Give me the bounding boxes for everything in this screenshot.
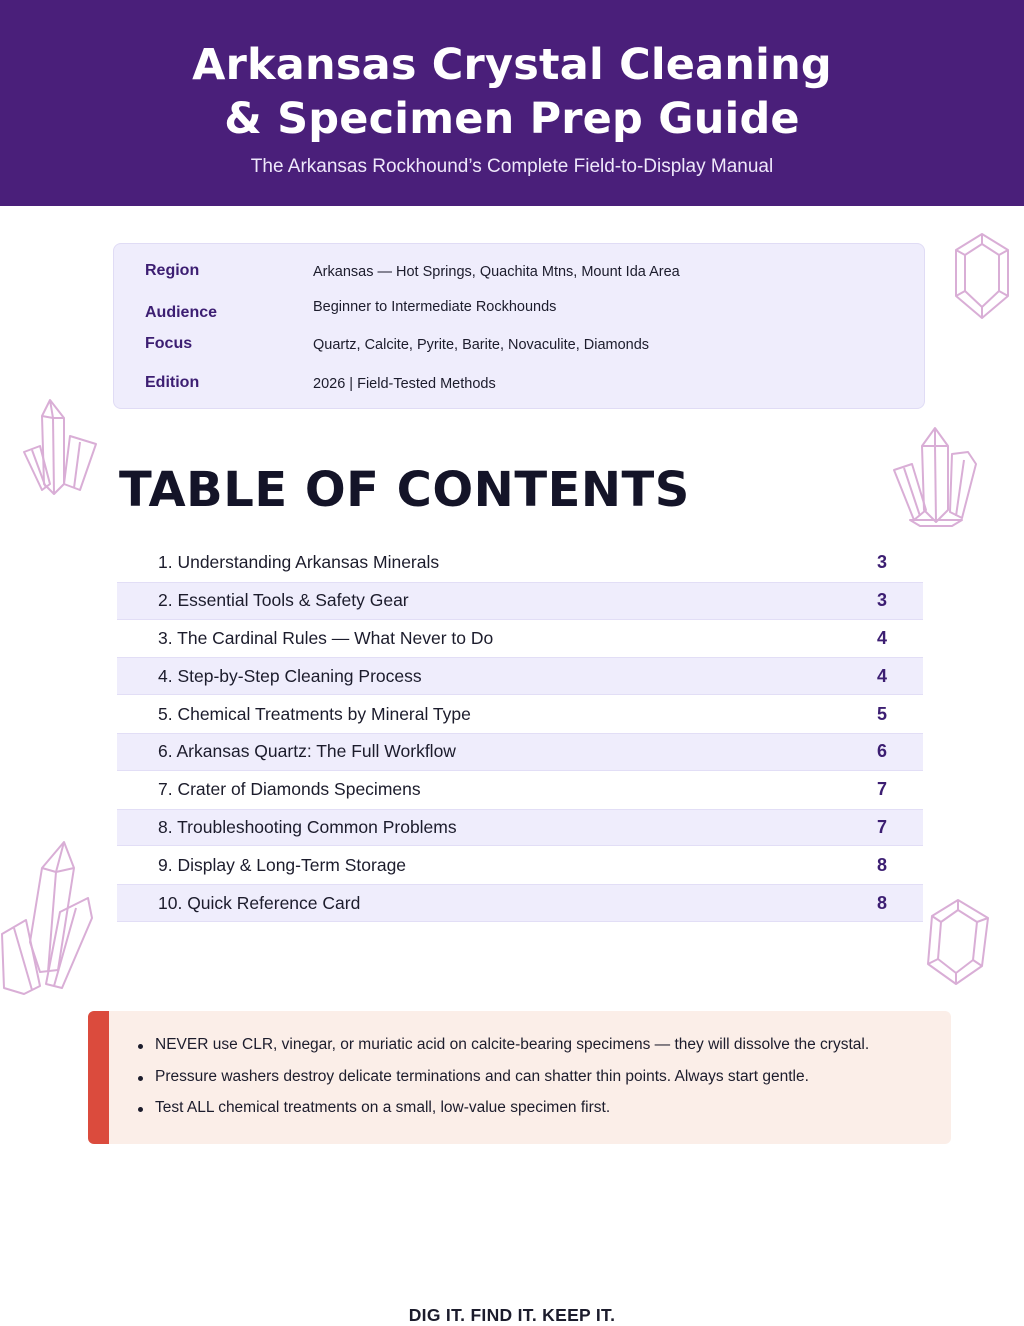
- toc-item-page: 4: [876, 627, 887, 648]
- info-label: Edition: [145, 374, 200, 391]
- info-label: Region: [145, 262, 200, 279]
- toc-item-page: 3: [876, 552, 887, 573]
- warning-text: Test ALL chemical treatments on a small, low-value specimen first.: [155, 1099, 611, 1116]
- warning-callout: [88, 1011, 951, 1144]
- toc-item-title: 6. Arkansas Quartz: The Full Workflow: [158, 741, 456, 762]
- toc-item-title: 3. The Cardinal Rules — What Never to Do: [158, 627, 494, 648]
- toc-list: [117, 544, 923, 922]
- info-label: Audience: [145, 304, 218, 321]
- warning-item: [155, 1068, 869, 1100]
- info-box: [113, 243, 925, 409]
- toc-item-title: 2. Essential Tools & Safety Gear: [158, 590, 409, 611]
- info-label: Focus: [145, 335, 193, 352]
- title-line-2: & Specimen Prep Guide: [224, 94, 800, 144]
- warning-list: [155, 1036, 869, 1131]
- page-title: [0, 0, 1024, 146]
- footer-tagline: DIG IT. FIND IT. KEEP IT.: [408, 1305, 616, 1325]
- toc-item-title: 1. Understanding Arkansas Minerals: [158, 552, 440, 573]
- toc-item[interactable]: [117, 771, 923, 809]
- bullet-icon: [138, 1044, 143, 1049]
- warning-accent-bar: [88, 1011, 109, 1144]
- info-value: Beginner to Intermediate Rockhounds: [313, 299, 557, 315]
- toc-item-title: 10. Quick Reference Card: [158, 892, 361, 913]
- crystal-cluster-icon: [890, 424, 980, 528]
- toc-item[interactable]: [117, 582, 923, 620]
- crystal-cluster-icon: [0, 838, 96, 1000]
- toc-item-title: 7. Crater of Diamonds Specimens: [158, 779, 421, 800]
- warning-text: NEVER use CLR, vinegar, or muriatic acid on calcite-bearing specimens — they will dissolve the crystal.: [155, 1036, 870, 1053]
- toc-item-page: 3: [876, 590, 887, 611]
- toc-item-title: 9. Display & Long-Term Storage: [158, 854, 407, 875]
- warning-text: Pressure washers destroy delicate terminations and can shatter thin points. Always start gentle.: [155, 1067, 809, 1085]
- toc-item-title: 5. Chemical Treatments by Mineral Type: [158, 703, 471, 724]
- gem-outline-icon: [950, 232, 1014, 322]
- toc-item-title: 4. Step-by-Step Cleaning Process: [158, 665, 422, 686]
- page-header: [0, 0, 1024, 206]
- toc-item-page: 8: [876, 892, 887, 913]
- page-subtitle: The Arkansas Rockhound’s Complete Field-to-Display Manual: [250, 156, 774, 177]
- info-value: Arkansas — Hot Springs, Quachita Mtns, Mount Ida Area: [313, 264, 680, 280]
- toc-item-page: 4: [876, 665, 887, 686]
- toc-item[interactable]: [117, 544, 923, 582]
- warning-item: [155, 1099, 869, 1131]
- title-line-1: Arkansas Crystal Cleaning: [192, 40, 832, 90]
- toc-item[interactable]: [117, 809, 923, 847]
- toc-item-page: 8: [876, 854, 887, 875]
- toc-item[interactable]: [117, 846, 923, 884]
- toc-item[interactable]: [117, 657, 923, 695]
- toc-item-page: 6: [876, 741, 887, 762]
- toc-item-title: 8. Troubleshooting Common Problems: [158, 816, 457, 837]
- toc-item[interactable]: [117, 695, 923, 733]
- toc-item[interactable]: [117, 884, 923, 922]
- toc-item[interactable]: [117, 620, 923, 658]
- warning-item: [155, 1036, 869, 1068]
- toc-item-page: 7: [876, 816, 887, 837]
- toc-item-page: 7: [876, 779, 887, 800]
- gem-outline-icon: [924, 898, 992, 986]
- info-value: Quartz, Calcite, Pyrite, Barite, Novaculite, Diamonds: [313, 337, 650, 353]
- toc-item[interactable]: [117, 733, 923, 771]
- crystal-cluster-icon: [20, 398, 102, 498]
- bullet-icon: [138, 1107, 143, 1112]
- toc-item-page: 5: [876, 703, 887, 724]
- toc-heading: TABLE OF CONTENTS: [119, 462, 690, 518]
- bullet-icon: [138, 1076, 143, 1081]
- info-value: 2026 | Field-Tested Methods: [313, 376, 496, 392]
